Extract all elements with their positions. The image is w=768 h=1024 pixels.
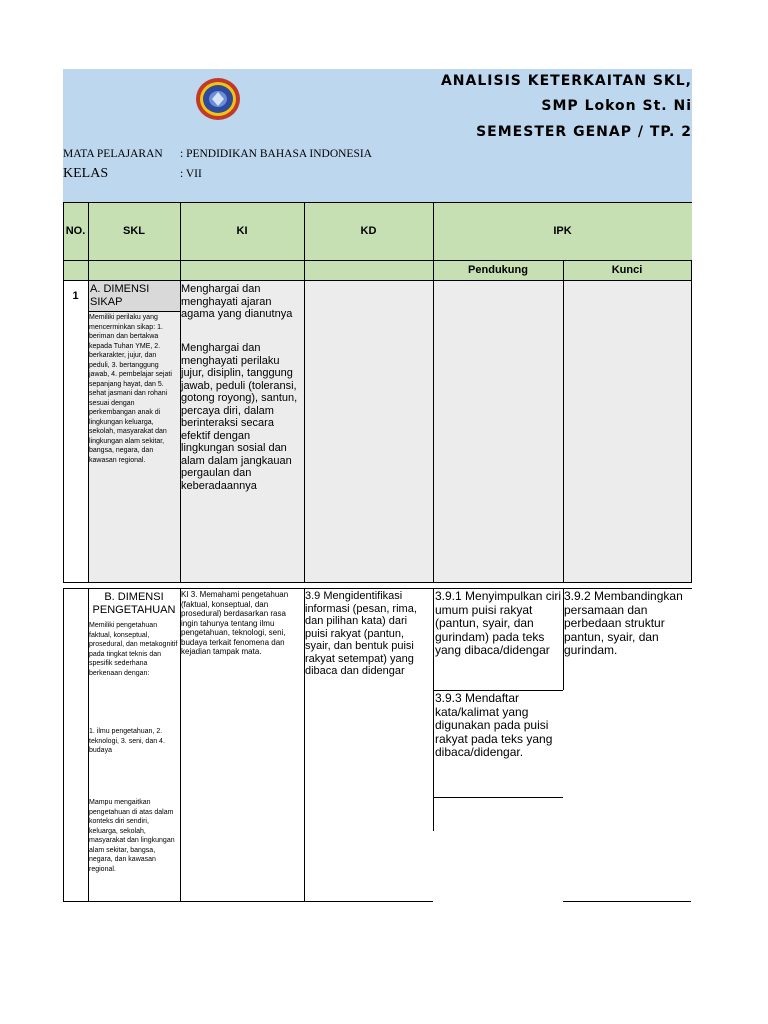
grid-line [63,582,692,583]
grid-line [433,797,563,798]
skl-pengetahuan-desc: Memiliki pengetahuan faktual, konseptual, prosedural, dan metakognitif pada tingkat teknis dan spesifik sederhana berkenaan dengan: [89,622,178,677]
col-header-ipk: IPK [553,225,572,237]
sub-header-kunci: Kunci [611,264,643,276]
grid-line [63,202,64,582]
school-logo [195,77,241,121]
col-header-ki: KI [236,225,248,237]
school-name: SMP Lokon St. Ni [541,98,692,114]
semester-label: SEMESTER GENAP / TP. 2 [476,124,692,140]
skl-pengetahuan-context: Mampu mengaitkan pengetahuan di atas dalam konteks diri sendiri, keluarga, sekolah, masyarakat dan lingkungan alam sekitar, bangsa, negara, dan kawasan regional. [89,799,175,873]
grid-line [63,588,64,901]
kd-cell [304,281,433,582]
kelas-value: : VII [180,168,202,180]
grid-line [304,202,305,582]
grid-line [563,260,564,582]
col-header-kd: KD [360,225,377,237]
col-header-skl: SKL [123,225,145,237]
sub-header-pendukung: Pendukung [468,264,528,276]
ipk-3-9-1: 3.9.1 Menyimpulkan ciri umum puisi rakyat (pantun, syair, dan gurindam) pada teks yang dibaca/didengar [435,589,562,657]
grid-line [433,588,434,831]
kelas-label: KELAS [63,166,109,181]
grid-line [88,311,180,312]
grid-line [563,901,691,902]
skl-pengetahuan-list: 1. ilmu pengetahuan, 2. teknologi, 3. seni, dan 4. budaya [89,728,165,754]
document-title: ANALISIS KETERKAITAN SKL, [440,73,692,89]
skl-sikap-title: A. DIMENSI SIKAP [90,283,150,308]
grid-line [63,260,692,261]
grid-line [63,280,692,281]
grid-line [63,901,433,902]
col-header-no: NO. [65,225,86,237]
grid-line [433,202,434,582]
ipk-pendukung-cell [433,281,563,582]
row-number: 1 [72,290,79,302]
ipk-3-9-3: 3.9.3 Mendaftar kata/kalimat yang digunakan pada puisi rakyat pada teks yang dibaca/didengar. [435,691,553,759]
kd-3-9: 3.9 Mengidentifikasi informasi (pesan, rima, dan pilihan kata) dari puisi rakyat (pantun, syair, dan bentuk puisi rakyat setempat) yang dibaca dan didengar [305,590,417,677]
mata-pelajaran-value: : PENDIDIKAN BAHASA INDONESIA [180,148,372,160]
ki-pengetahuan: KI 3. Memahami pengetahuan (faktual, konseptual, dan prosedural) berdasarkan rasa ingin tahunya tentang ilmu pengetahuan, teknologi, seni, budaya terkait fenomena dan kejadian tampak mata. [181,590,289,656]
ki-sikap-spiritual: Menghargai dan menghayati ajaran agama yang dianutnya [181,283,293,320]
skl-sikap-desc: Memiliki perilaku yang mencerminkan sikap: 1. beriman dan bertakwa kepada Tuhan YME, 2. berkarakter, jujur, dan peduli, 3. bertanggung jawab, 4. pembelajar sejati sepanjang hayat, dan 5. sehat jasmani dan rohani sesuai dengan perkembangan anak di lingkungan keluarga, sekolah, masyarakat dan lingkungan alam sekitar, bangsa, negara, dan kawasan regional. [89,314,172,464]
ipk-kunci-cell [563,281,691,582]
ipk-3-9-2: 3.9.2 Membandingkan persamaan dan perbedaan struktur pantun, syair, dan gurindam. [564,589,683,657]
mata-pelajaran-label: MATA PELAJARAN [63,148,163,160]
ki-sikap-sosial: Menghargai dan menghayati perilaku jujur, disiplin, tanggung jawab, peduli (toleransi, gotong royong), santun, percaya diri, dalam berinteraksi secara efektif dengan lingkungan sosial dan alam dalam jangkauan pergaulan dan keberadaannya [181,342,298,492]
skl-pengetahuan-title: B. DIMENSI PENGETAHUAN [92,591,176,616]
grid-line [691,260,692,582]
grid-line [63,202,692,203]
